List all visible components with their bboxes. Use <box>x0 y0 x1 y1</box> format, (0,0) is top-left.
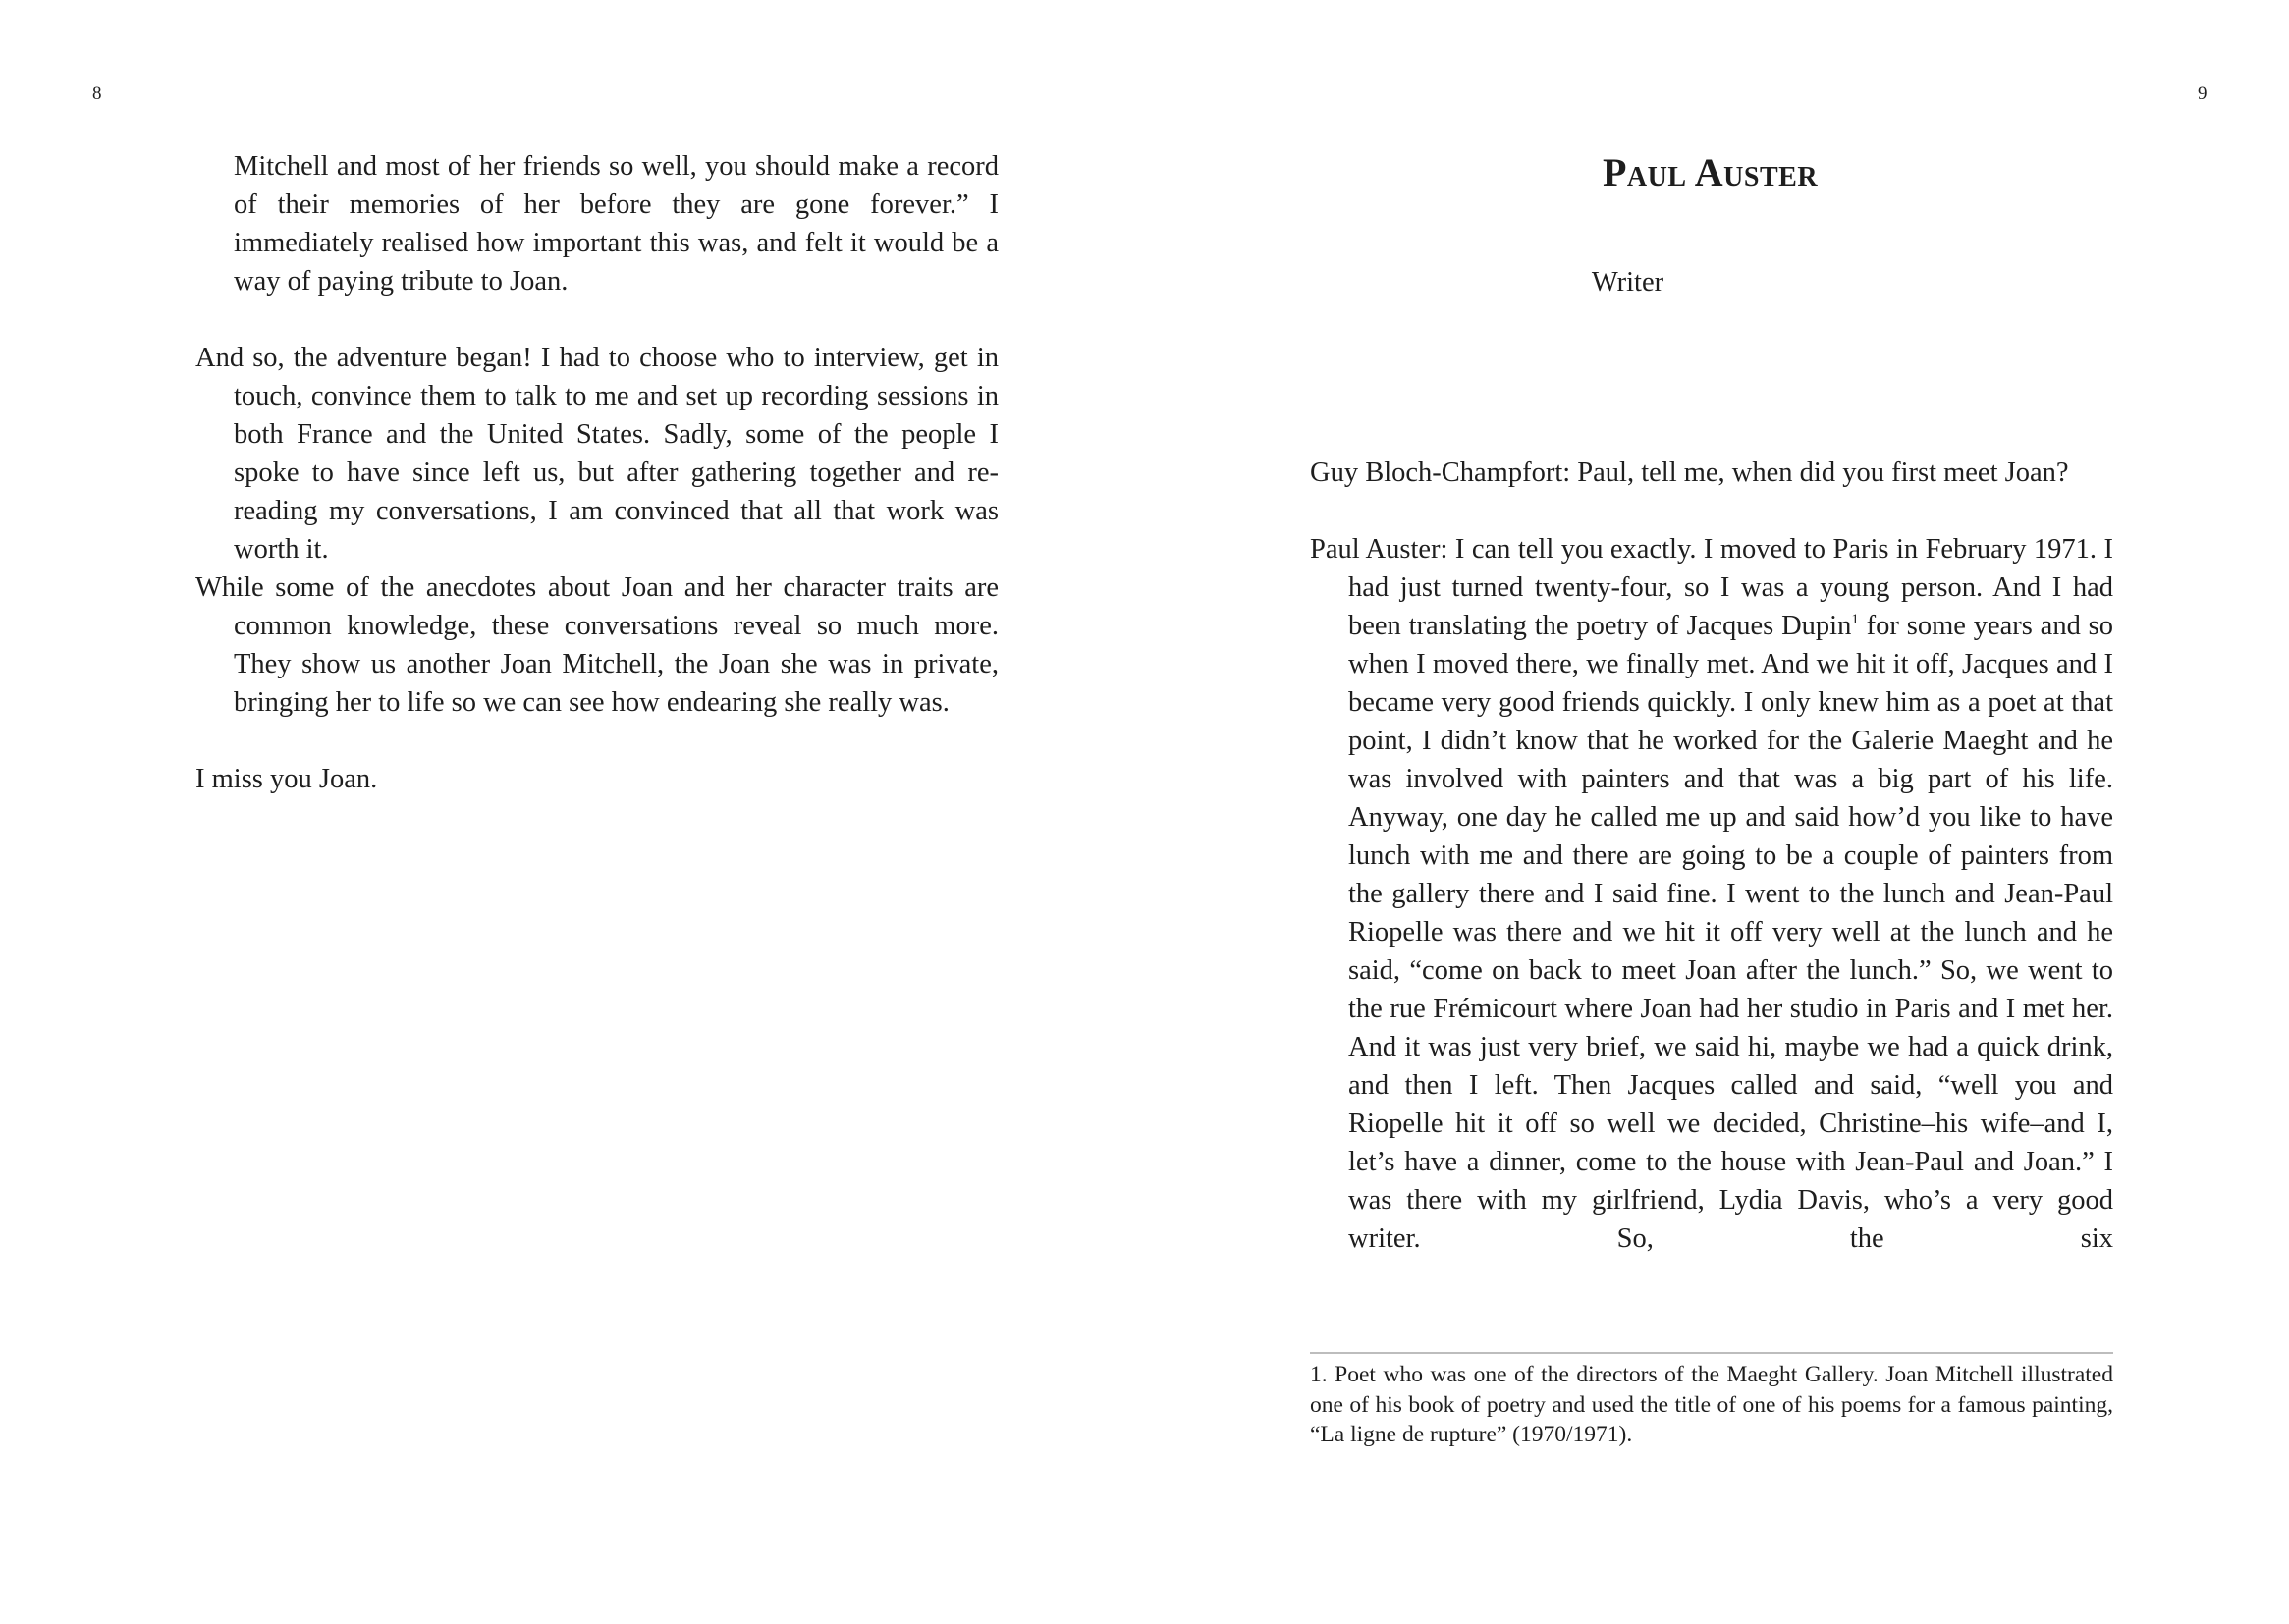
footnote-reference: 1 <box>1851 612 1859 627</box>
page-number-right: 9 <box>2198 83 2207 104</box>
paragraph-continuation: Mitchell and most of her friends so well, you should make a record of their memories of her before they are gone forever.” I immediately realised how important this was, and felt it would be a way of paying tribute to Joan. <box>234 151 999 297</box>
interview-question: Guy Bloch-Champfort: Paul, tell me, when did you first meet Joan? <box>1310 458 2069 488</box>
paragraph-anecdotes: While some of the anecdotes about Joan and her character traits are common knowledge, these conversations reveal so much more. They show us another Joan Mitchell, the Joan she was in private, bringing her to life so we can see how endearing she really was. <box>195 572 999 718</box>
footnote-divider <box>1310 1352 2113 1354</box>
page-number-left: 8 <box>92 83 102 104</box>
left-text-column <box>195 147 999 798</box>
answer-text-part2: for some years and so when I moved there, we finally met. And we hit it off, Jacques and I became very good friends quickly. I only knew him as a poet at that point, I didn’t know that he worked for the Galerie Maeght and he was involved with painters and that was a big part of his life. Anyway, one day he called me up and said how’d you like to have lunch with me and there are going to be a couple of painters from the gallery there and I said fine. I went to the lunch and Jean-Paul Riopelle was there and we hit it off very well at the lunch and he said, “come on back to meet Joan after the lunch.” So, we went to the rue Frémicourt where Joan had her studio in Paris and I met her. And it was just very brief, we said hi, maybe we had a quick drink, and then I left. Then Jacques called and said, “well you and Riopelle hit it off so well we decided, Christine–his wife–and I, let’s have a dinner, come to the house with Jean-Paul and Joan.” I was there with my girlfriend, Lydia Davis, who’s a very good writer. So, the six <box>1348 611 2114 1254</box>
interview-subtitle: Writer <box>1591 267 1664 298</box>
left-page <box>0 0 1144 1624</box>
paragraph-miss-you: I miss you Joan. <box>195 764 378 794</box>
interview-answer <box>1310 530 2113 1258</box>
interview-text-column <box>1310 454 2113 1258</box>
answer-text-part1: Paul Auster: I can tell you exactly. I moved to Paris in February 1971. I had just turned twenty-four, so I was a young person. And I had been translating the poetry of Jacques Dupin <box>1310 534 2113 641</box>
paragraph-adventure: And so, the adventure began! I had to choose who to interview, get in touch, convince them to talk to me and set up recording sessions in both France and the United States. Sadly, some of the people I spoke to have since left us, but after gathering together and re-reading my conversations, I am convinced that all that work was worth it. <box>195 343 999 565</box>
right-page <box>1144 0 2289 1624</box>
interview-title: Paul Auster <box>1602 150 1819 194</box>
footnote: 1. Poet who was one of the directors of the Maeght Gallery. Joan Mitchell illustrated one of his book of poetry and used the title of one of his poems for a famous painting, “La ligne de rupture” (1970/1971). <box>1310 1362 2113 1447</box>
